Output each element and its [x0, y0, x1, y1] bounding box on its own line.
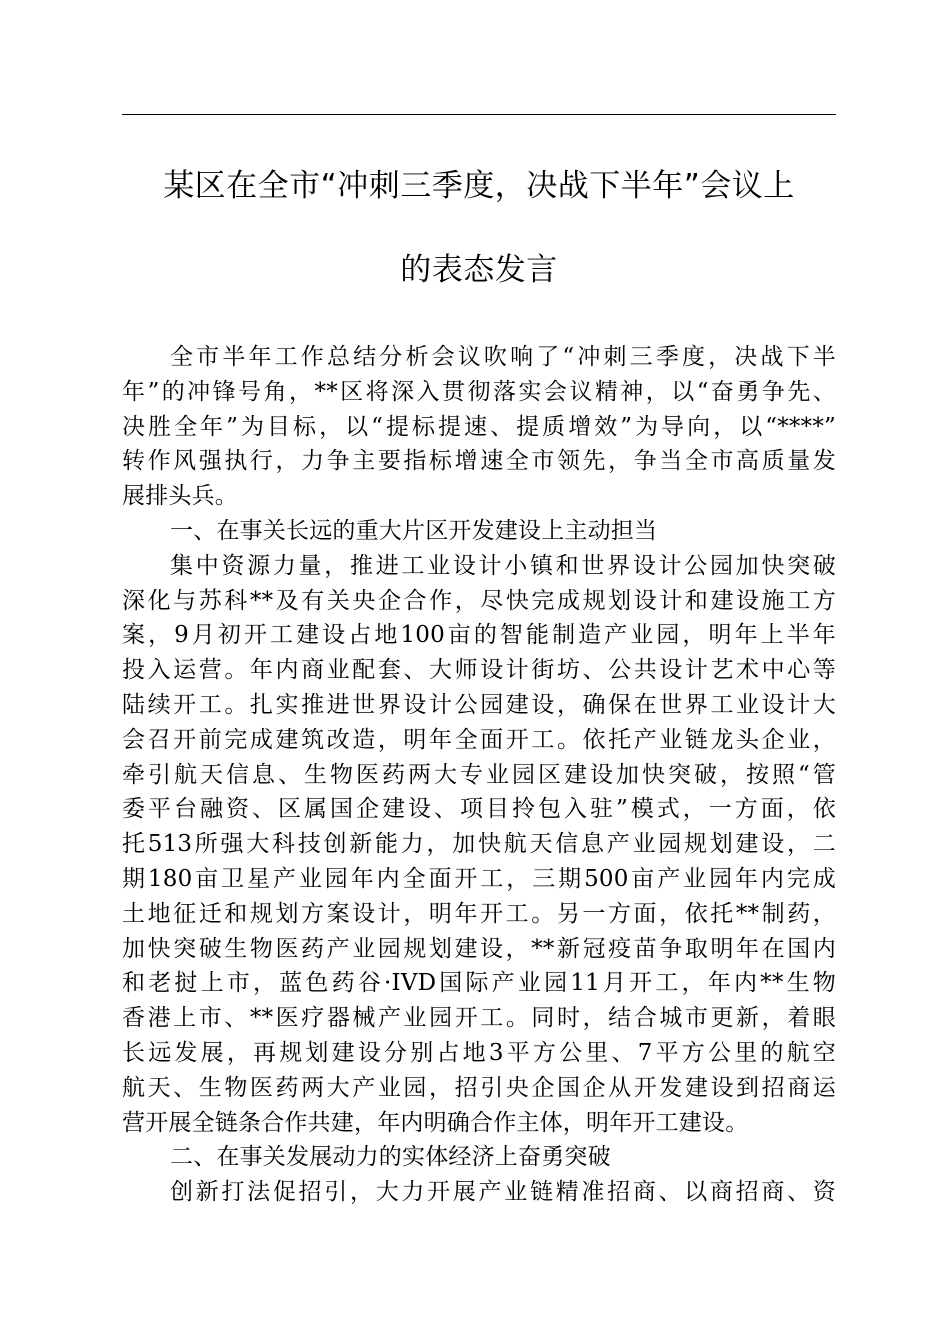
title-line-2: 的表态发言: [400, 252, 558, 288]
body-line: 全市半年工作总结分析会议吹响了“冲刺三季度，决战下半: [170, 344, 836, 370]
body-line: 托513所强大科技创新能力，加快航天信息产业园规划建设，二: [122, 831, 836, 858]
body-line: 创新打法促招引，大力开展产业链精准招商、以商招商、资: [170, 1179, 836, 1206]
document-body: [122, 340, 836, 1210]
body-line: 会召开前完成建筑改造，明年全面开工。依托产业链龙头企业，: [122, 726, 836, 753]
body-line: 长远发展，再规划建设分别占地3平方公里、7平方公里的航空: [122, 1039, 836, 1066]
body-line: 和老挝上市，蓝色药谷·IVD国际产业园11月开工，年内**生物: [122, 970, 836, 997]
body-line: 投入运营。年内商业配套、大师设计街坊、公共设计艺术中心等: [122, 657, 836, 684]
document-title: [122, 168, 836, 288]
body-line: 深化与苏科**及有关央企合作，尽快完成规划设计和建设施工方: [122, 587, 836, 614]
body-line: 期180亩卫星产业园年内全面开工，三期500亩产业园年内完成: [122, 865, 836, 892]
body-line: 香港上市、**医疗器械产业园开工。同时，结合城市更新，着眼: [122, 1005, 836, 1032]
body-line: 委平台融资、区属国企建设、项目拎包入驻”模式，一方面，依: [122, 796, 836, 823]
body-line: 年”的冲锋号角，**区将深入贯彻落实会议精神，以“奋勇争先、: [122, 378, 836, 405]
body-line: 营开展全链条合作共建，年内明确合作主体，明年开工建设。: [122, 1109, 749, 1136]
body-line: 集中资源力量，推进工业设计小镇和世界设计公园加快突破: [170, 552, 836, 579]
header-rule: [122, 114, 836, 115]
body-line: 陆续开工。扎实推进世界设计公园建设，确保在世界工业设计大: [122, 691, 836, 718]
body-line: 决胜全年”为目标，以“提标提速、提质增效”为导向，以“****”: [122, 413, 836, 440]
body-line: 二、在事关发展动力的实体经济上奋勇突破: [170, 1144, 611, 1171]
body-line: 加快突破生物医药产业园规划建设，**新冠疫苗争取明年在国内: [122, 935, 836, 962]
body-line: 土地征迁和规划方案设计，明年开工。另一方面，依托**制药，: [122, 900, 836, 927]
body-line: 案，9月初开工建设占地100亩的智能制造产业园，明年上半年: [122, 622, 836, 649]
body-line: 牵引航天信息、生物医药两大专业园区建设加快突破，按照“管: [122, 761, 836, 788]
body-line: 转作风强执行，力争主要指标增速全市领先，争当全市高质量发: [122, 448, 836, 475]
title-line-1: 某区在全市“冲刺三季度，决战下半年”会议上: [163, 168, 795, 204]
body-line: 航天、生物医药两大产业园，招引央企国企从开发建设到招商运: [122, 1074, 836, 1101]
body-line: 展排头兵。: [122, 483, 238, 510]
body-line: 一、在事关长远的重大片区开发建设上主动担当: [170, 517, 658, 544]
